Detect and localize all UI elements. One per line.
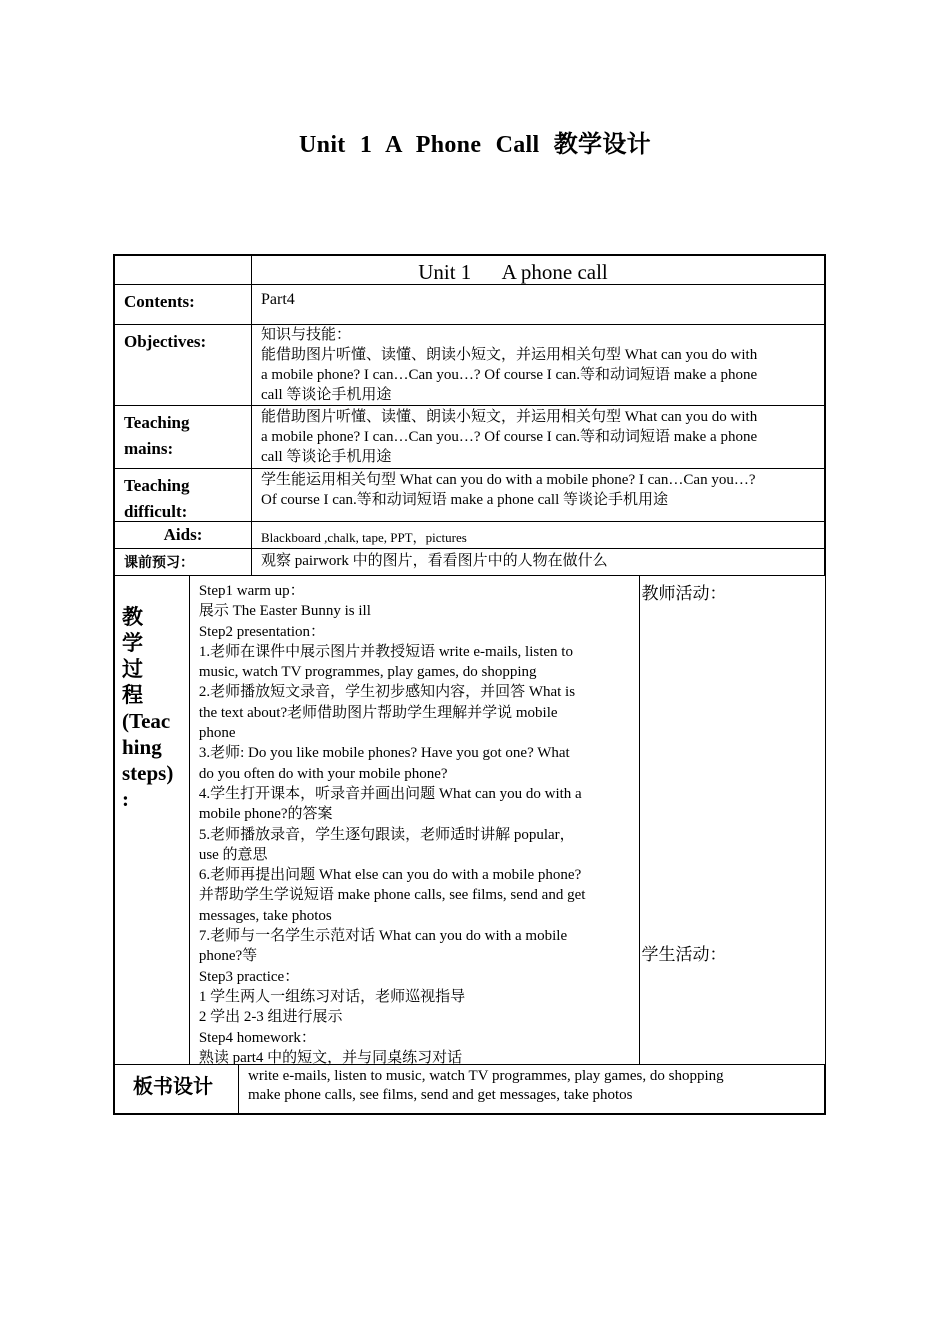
teaching-difficult-label-line: difficult: [124, 502, 188, 521]
teaching-steps-label [115, 576, 190, 1064]
steps-label-line: hing [122, 735, 162, 759]
step-line: Step2 presentation： [198, 623, 326, 640]
step-line: do you often do with your mobile phone? [198, 765, 448, 782]
aids-row [113, 522, 826, 549]
step-line: 5.老师播放录音，学生逐句跟读，老师适时讲解 popular， [198, 826, 575, 843]
step-line: Step1 warm up： [198, 583, 305, 599]
teaching-steps-body [190, 576, 640, 1064]
step-line: 1 学生两人一组练习对话，老师巡视指导 [198, 988, 466, 1005]
teaching-mains-label [115, 406, 252, 468]
board-design-value [239, 1065, 824, 1113]
steps-label-line: : [122, 787, 129, 811]
step-line: phone?等 [198, 948, 258, 965]
teaching-difficult-line: Of course I can.等和动词短语 make a phone call 等谈论手机用途 [261, 492, 668, 508]
unit-row [113, 254, 826, 285]
teaching-difficult-value [252, 469, 824, 521]
teaching-mains-row [113, 406, 826, 469]
contents-value: Part4 [261, 291, 295, 308]
contents-label: Contents: [115, 285, 252, 324]
steps-label-line: 学 [122, 631, 143, 655]
board-design-label: 板书设计 [115, 1065, 239, 1113]
steps-label-line: (Teac [122, 709, 171, 733]
step-line: phone [198, 725, 236, 742]
board-design-row [113, 1064, 826, 1115]
activities-column [640, 576, 826, 1064]
preview-label: 课前预习： [115, 549, 252, 575]
objectives-line: call 等谈论手机用途 [261, 387, 392, 403]
teaching-mains-label-line: Teaching [124, 413, 190, 432]
teaching-mains-line: call 等谈论手机用途 [261, 449, 392, 465]
step-line: 1.老师在课件中展示图片并教授短语 write e-mails, listen to [198, 643, 573, 660]
step-line: 展示 The Easter Bunny is ill [198, 603, 371, 620]
teaching-mains-label-line: mains: [124, 439, 174, 458]
unit-row-empty-cell [115, 256, 252, 284]
aids-label: Aids: [115, 522, 252, 548]
teaching-difficult-label [115, 469, 252, 521]
step-line: mobile phone?的答案 [198, 806, 333, 823]
objectives-row [113, 325, 826, 406]
unit-heading: Unit 1 A phone call [418, 260, 608, 284]
board-design-line: make phone calls, see films, send and get messages, take photos [248, 1087, 633, 1103]
teaching-difficult-row [113, 469, 826, 522]
steps-label-line: 程 [122, 683, 143, 707]
preview-row [113, 549, 826, 575]
document-title: Unit 1 A Phone Call 教学设计 [299, 132, 651, 158]
contents-row [113, 285, 826, 325]
objectives-line: 能借助图片听懂、读懂、朗读小短文，并运用相关句型 What can you do with [261, 347, 758, 363]
student-activity-label: 学生活动： [641, 945, 727, 964]
step-line: 4.学生打开课本，听录音并画出问题 What can you do with a [198, 785, 582, 802]
step-line: 熟读 part4 中的短文，并与同桌练习对话 [198, 1049, 463, 1066]
steps-label-line: steps) [122, 761, 174, 785]
objectives-value [252, 325, 824, 405]
step-line: music, watch TV programmes, play games, do shopping [198, 664, 537, 681]
step-line: use 的意思 [198, 846, 268, 863]
step-line: 2.老师播放短文录音，学生初步感知内容，并回答 What is [198, 684, 576, 701]
teaching-mains-value [252, 406, 824, 468]
teaching-difficult-line: 学生能运用相关句型 What can you do with a mobile phone? I can…Can you…? [261, 472, 756, 488]
teaching-mains-line: a mobile phone? I can…Can you…? Of course I can.等和动词短语 make a phone [261, 429, 758, 445]
step-line: 7.老师与一名学生示范对话 What can you do with a mobile [198, 928, 568, 945]
steps-label-line: 过 [122, 657, 143, 681]
board-design-line: write e-mails, listen to music, watch TV programmes, play games, do shopping [248, 1068, 724, 1084]
lesson-plan-table [113, 254, 826, 1115]
aids-value: Blackboard ,chalk, tape, PPT，pictures [261, 530, 467, 545]
teaching-steps-row [113, 575, 826, 1064]
step-line: 6.老师再提出问题 What else can you do with a mobile phone? [198, 867, 582, 884]
step-line: Step3 practice： [198, 968, 300, 985]
step-line: messages, take photos [198, 907, 332, 924]
teaching-difficult-label-line: Teaching [124, 476, 190, 495]
step-line: 3.老师: Do you like mobile phones? Have you got one? What [198, 745, 570, 762]
objectives-label: Objectives: [115, 325, 252, 405]
step-line: the text about?老师借助图片帮助学生理解并学说 mobile [198, 704, 558, 721]
step-line: 并帮助学生学说短语 make phone calls, see films, send and get [198, 887, 586, 904]
step-line: Step4 homework： [198, 1029, 316, 1046]
objectives-line: 知识与技能： [261, 327, 352, 343]
steps-label-line: 教 [122, 605, 143, 629]
teacher-activity-label: 教师活动： [641, 584, 727, 603]
teaching-mains-line: 能借助图片听懂、读懂、朗读小短文，并运用相关句型 What can you do with [261, 409, 758, 425]
preview-value: 观察 pairwork 中的图片，看看图片中的人物在做什么 [261, 553, 608, 569]
step-line: 2 学出 2-3 组进行展示 [198, 1009, 343, 1026]
objectives-line: a mobile phone? I can…Can you…? Of course I can.等和动词短语 make a phone [261, 367, 758, 383]
